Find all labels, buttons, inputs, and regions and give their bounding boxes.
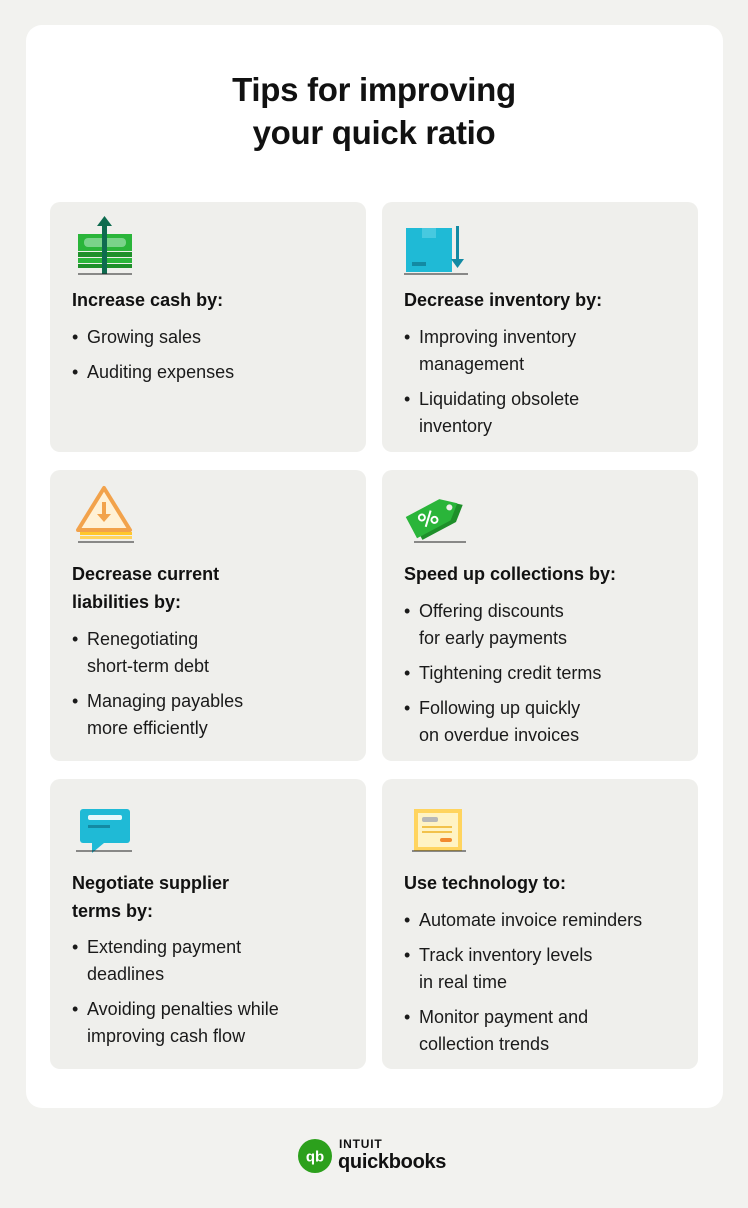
discount-tag-icon [404,484,470,544]
list-item: • Renegotiating short-term debt [72,626,362,680]
page-title [0,68,748,154]
tile-heading: Use technology to: [404,873,567,893]
bullet-list [72,626,362,750]
tile-use-technology [382,779,698,1069]
bullet-list [404,907,694,1066]
tile-heading: Speed up collections by: [404,564,617,584]
title-line-2: your quick ratio [252,114,496,151]
list-item: • Managing payables more efficiently [72,688,362,742]
list-item: • Monitor payment and collection trends [404,1004,694,1058]
logo-brand-top: INTUIT [339,1137,383,1151]
list-item: • Following up quickly on overdue invoices [404,695,694,749]
tile-decrease-liabilities [50,470,366,761]
list-item: • Offering discounts for early payments [404,598,694,652]
cash-stack-arrow-up-icon [72,216,138,276]
chat-bubble-icon [72,793,138,853]
list-item: • Extending payment deadlines [72,934,362,988]
tile-heading: Increase cash by: [72,290,224,310]
bullet-list [72,934,362,1058]
tile-negotiate-supplier-terms [50,779,366,1069]
list-item: • Tightening credit terms [404,660,694,687]
bullet-list [404,598,694,757]
bullet-list [404,324,694,448]
bullet-list [72,324,362,394]
quickbooks-logo-icon [298,1139,332,1173]
tile-increase-cash [50,202,366,452]
logo-brand-name: quickbooks [338,1151,447,1173]
box-arrow-down-icon [404,216,470,276]
list-item: • Auditing expenses [72,359,362,386]
tile-heading: Negotiate supplier terms by: [72,873,230,921]
tile-speed-up-collections [382,470,698,761]
list-item: • Growing sales [72,324,362,351]
tile-heading: Decrease current liabilities by: [72,564,220,612]
intuit-quickbooks-logo [298,1136,458,1176]
list-item: • Improving inventory management [404,324,694,378]
invoice-document-icon [404,793,470,853]
tile-heading: Decrease inventory by: [404,290,603,310]
svg-text:qb: qb [305,1148,325,1166]
title-line-1: Tips for improving [232,71,516,108]
list-item: • Track inventory levels in real time [404,942,694,996]
list-item: • Avoiding penalties while improving cash flow [72,996,362,1050]
list-item: • Automate invoice reminders [404,907,694,934]
list-item: • Liquidating obsolete inventory [404,386,694,440]
warning-triangle-icon [72,484,138,544]
tile-decrease-inventory [382,202,698,452]
